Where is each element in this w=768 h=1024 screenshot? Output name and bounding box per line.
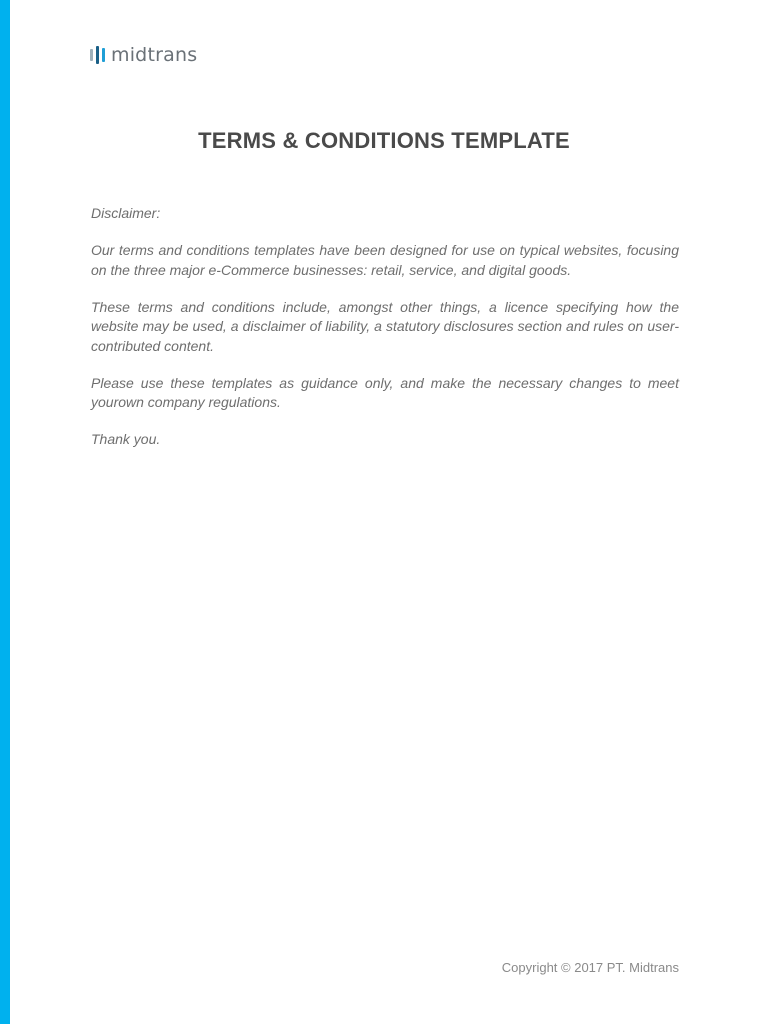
page-title: TERMS & CONDITIONS TEMPLATE (198, 128, 570, 153)
paragraph-guidance: Please use these templates as guidance only, and make the necessary changes to meet yourown company regulations. (91, 374, 679, 410)
paragraph-intro: Our terms and conditions templates have been designed for use on typical websites, focusing on the three major e-Commerce businesses: retail, service, and digital goods. (91, 242, 679, 278)
logo-mark-bar-1 (90, 49, 93, 61)
logo-text: midtrans (111, 44, 198, 66)
midtrans-logo (90, 44, 197, 66)
paragraph-thanks: Thank you. (91, 431, 161, 447)
midtrans-logo-mark-icon (90, 45, 105, 65)
logo-mark-bar-3 (102, 48, 105, 62)
disclaimer-heading: Disclaimer: (91, 205, 161, 221)
paragraph-contents: These terms and conditions include, amongst other things, a licence specifying how the website may be used, a disclaimer of liability, a statutory disclosures section and rules on user-contributed content. (91, 298, 679, 354)
logo-mark-bar-2 (96, 46, 99, 64)
copyright-footer: Copyright © 2017 PT. Midtrans (501, 960, 679, 975)
document-body (91, 204, 679, 467)
